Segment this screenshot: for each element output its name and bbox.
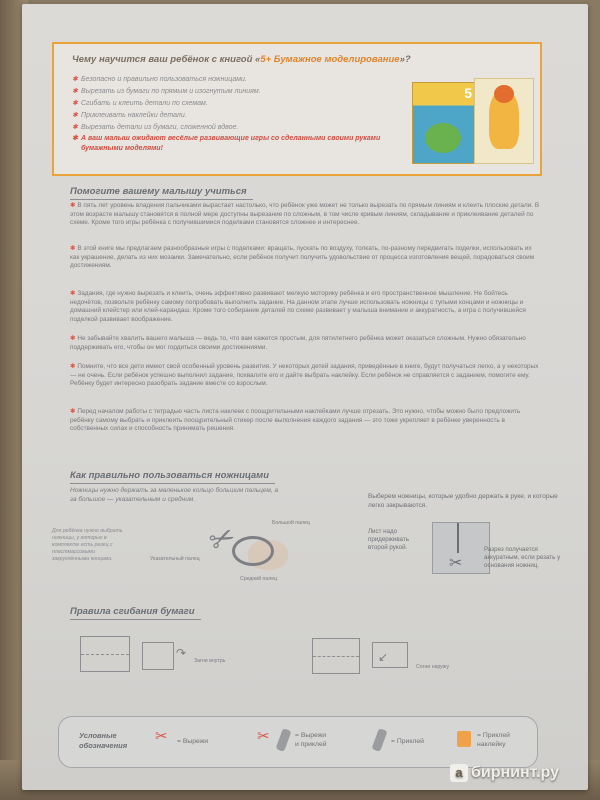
scissors-icon: ✂ [204,519,241,560]
help-heading: Помогите вашему малышу учиться [70,186,247,197]
book-cover-image: 5 [412,82,476,164]
paper-cut-image [432,522,490,574]
skill-item: ✱ Сгибать и клеить детали по схемам. [72,98,392,110]
legend-label: Условные обозначения [79,731,128,750]
fold-diagram [312,638,360,674]
scissors-icon: ✂ [155,728,168,745]
skill-item: ✱ Вырезать из бумаги по прямым и изогнутым линиям. [72,86,392,98]
scissors-icon: ✂ [449,555,463,572]
sticker-icon [457,731,471,747]
skill-item: ✱ Вырезать детали из бумаги, сложенной вдвое. [72,122,392,134]
legend-cut: = Вырежи [177,738,209,745]
glue-stick-icon [372,728,388,752]
fold-in-label: Загни внутрь [194,658,226,664]
fold-out-label: Согни наружу [416,664,450,670]
skills-title: Чему научится ваш ребёнок с книгой «5+ Бумажное моделирование»? [72,54,411,65]
glue-stick-icon [276,728,292,752]
arrow-icon: ↷ [176,646,187,660]
legend-sticker: = Приклей наклейку [477,732,510,748]
help-paragraph: ✱ Помните, что все дети имеют свой особенный уровень развития. У некоторых детей задания, приведённые в книге, будут получаться легко, а у некоторых — не очень. Если ребёнок успешно выполнил задание, похвалите его и дайте выбрать наклейку. Если ребёнок не справляется с заданием, помогите ему. Ребёнку будет интересно разобрать задание вместе со взрослым. [70,363,539,388]
cut-tip-text: Разрез получается аккуратным, если резать у основания ножниц. [484,546,561,569]
craft-lion-image [474,78,534,164]
label-index: Указательный палец [150,556,200,562]
folding-heading: Правила сгибания бумаги [70,606,195,617]
scissors-icon: ✂ [257,728,270,745]
skills-list [72,74,392,154]
skill-bonus: ✱ А ваш малыш ожидают весёлые развивающие игры со сделанными своими руками бумажными моделями! [72,134,392,154]
skill-item: ✱ Приклеивать наклейки детали. [72,110,392,122]
help-paragraph: ✱ Не забывайте хвалить вашего малыша — ведь то, что вам кажется простым, для пятилетнего ребёнка может оказаться сложным. Нужно обязательно поддерживать его, чтобы он мог гордиться своими достижениями. [70,335,526,351]
hold-paper-text: Лист надо придерживать второй рукой. [368,528,409,551]
label-middle: Средний палец [240,576,278,582]
help-paragraph: ✱ В этой книге мы предлагаем разнообразные игры с поделками: вращать, пускать по воздуху, толкать, по-разному передвигать поделки, использовать их как украшение, делать из них мозаики. Замечательно, если ребёнок получит получить удовольствие от процесса изготовления вещей, порадоваться своим достижениям. [70,245,535,270]
scissors-choice-text: Выберем ножницы, которые удобно держать в руке, и которые легко закрываются. [368,493,558,509]
scissors-intro: Ножницы нужно держать за маленькое кольцо большим пальцем, а за большое — указательным и средним. [70,487,279,503]
skill-item: ✱ Безопасно и правильно пользоваться ножницами. [72,74,392,86]
scissors-note: Для ребёнка нужно выбрать ножницы, у которых в комплекте есть резец с пластмассовыми закруглёнными концами. [52,528,123,562]
arrow-icon: ↙ [378,650,389,664]
scissors-heading: Как правильно пользоваться ножницами [70,470,269,481]
help-paragraph: ✱ В пять лет уровень владения пальчиками вырастает настолько, что ребёнок уже может не только вырезать по прямым линиям и клеить плоские детали. В этом возрасте малышу становятся в полной мере доступны вырезание по сложным, в том числе кривым линиям, складывание и приклеивание деталей по схеме. Кроме того игры ребёнка с получившимися поделками становятся сложнее и интереснее. [70,202,540,227]
skills-box [52,42,542,176]
legend-cut-glue: = Вырежи и приклей [295,732,327,748]
watermark-logo: а бирнинт.ру [450,764,559,782]
fold-diagram [142,642,174,670]
label-thumb: Большой палец [272,520,310,526]
help-paragraph: ✱ Перед началом работы с тетрадью часть листа наклеек с поощрительными наклейками лучше отрезать. Это нужно, чтобы можно было предложить ребёнку самому выбрать и приклеить поощрительный стикер после выполнения каждого задания — это тоже укрепляет в ребёнке уверенность в собственных силах и способность принимать решения. [70,408,521,433]
legend-box [58,716,538,768]
help-paragraph: ✱ Задания, где нужно вырезать и клеить, очень эффективно развивают мелкую моторику ребёнка и его пространственное мышление. Не бойтесь недочётов, позвольте ребёнку самому попробовать выполнить задание. На данном этапе лучше использовать ножницы с тупыми концами и ножницы и домашний клейстер или клей-карандаш. Кроме того собирание деталей по схеме развивает у малыша внимание и аккуратность, а игра с получившейся поделкой развивает воображение. [70,290,526,323]
legend-glue: = Приклей [391,738,424,745]
fold-diagram [80,636,130,672]
